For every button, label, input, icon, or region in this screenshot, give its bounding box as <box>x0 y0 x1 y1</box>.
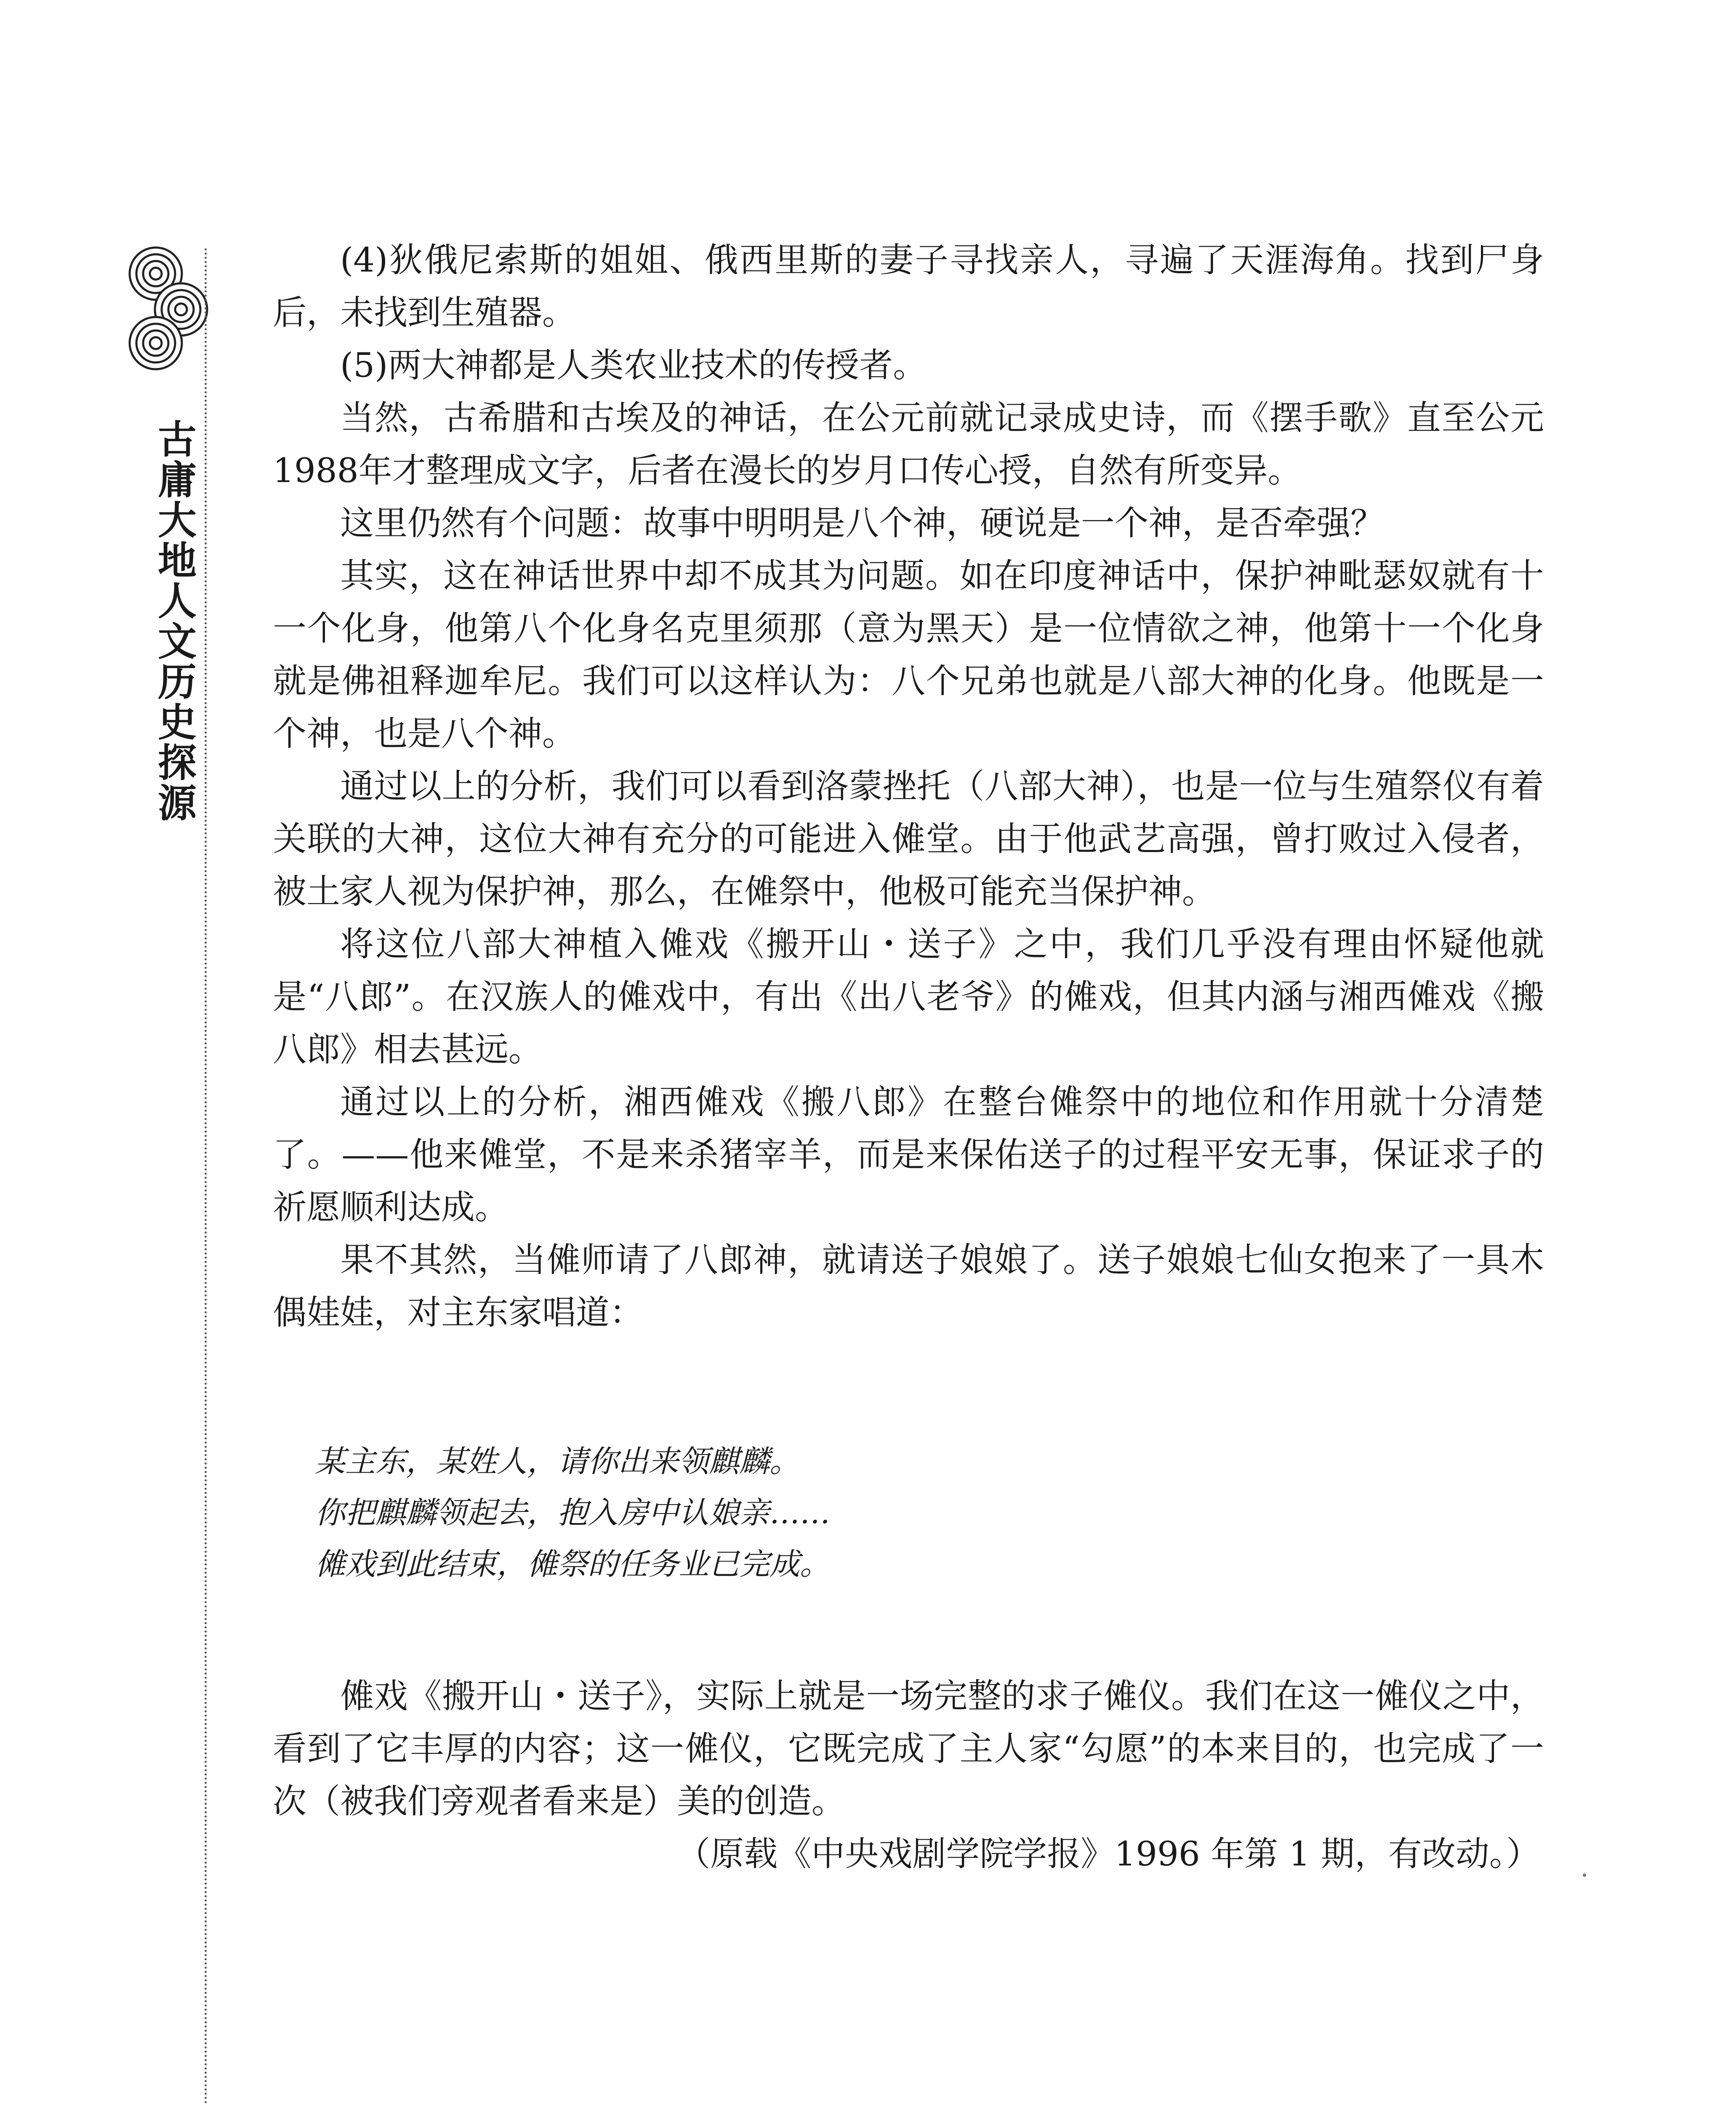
verse-line: 你把麒麟领起去，抱入房中认娘亲…… <box>315 1495 831 1530</box>
scan-speck <box>1583 1873 1586 1877</box>
paragraph-5: 其实，这在神话世界中却不成其为问题。如在印度神话中，保护神毗瑟奴就有十一个化身，他第八个化身名克里须那（意为黑天）是一位情欲之神，他第十一个化身就是佛祖释迦牟尼。我们可以这样认为：八个兄弟也就是八部大神的化身。他既是一个神，也是八个神。 <box>273 556 1544 753</box>
paragraph-9: 果不其然，当傩师请了八郎神，就请送子娘娘了。送子娘娘七仙女抱来了一具木偶娃娃，对主东家唱道： <box>273 1240 1544 1332</box>
sidebar-divider <box>205 248 207 2105</box>
paragraph-6: 通过以上的分析，我们可以看到洛蒙挫托（八部大神），也是一位与生殖祭仪有着关联的大神，这位大神有充分的可能进入傩堂。由于他武艺高强，曾打败过入侵者，被土家人视为保护神，那么，在傩祭中，他极可能充当保护神。 <box>273 767 1544 911</box>
verse-line: 某主东，某姓人，请你出来领麒麟。 <box>315 1444 800 1479</box>
page-body <box>273 234 1544 1880</box>
source-note: （原载《中央戏剧学院学报》1996 年第 1 期，有改动。） <box>676 1834 1540 1873</box>
closing-paragraph: 傩戏《搬开山・送子》，实际上就是一场完整的求子傩仪。我们在这一傩仪之中，看到了它丰厚的内容；这一傩仪，它既完成了主人家“勾愿”的本来目的，也完成了一次（被我们旁观者看来是）美的创造。 <box>273 1676 1544 1821</box>
paragraph-7: 将这位八部大神植入傩戏《搬开山・送子》之中，我们几乎没有理由怀疑他就是“八郎”。在汉族人的傩戏中，有出《出八老爷》的傩戏，但其内涵与湘西傩戏《搬八郎》相去甚远。 <box>273 925 1544 1069</box>
verse-line: 傩戏到此结束，傩祭的任务业已完成。 <box>315 1546 831 1582</box>
series-title: 古庸大地人文历史探源 <box>152 419 197 823</box>
song-verse <box>273 1436 1544 1590</box>
paragraph-2: (5)两大神都是人类农业技术的传授者。 <box>340 346 927 385</box>
paragraph-3: 当然，古希腊和古埃及的神话，在公元前就记录成史诗，而《摆手歌》直至公元1988年才整理成文字，后者在漫长的岁月口传心授，自然有所变异。 <box>273 398 1544 490</box>
paragraph-4: 这里仍然有个问题：故事中明明是八个神，硬说是一个神，是否牵强？ <box>340 504 1384 543</box>
cloud-scroll-icon <box>126 236 210 379</box>
paragraph-1: (4)狄俄尼索斯的姐姐、俄西里斯的妻子寻找亲人，寻遍了天涯海角。找到尸身后，未找到生殖器。 <box>273 240 1544 332</box>
paragraph-8: 通过以上的分析，湘西傩戏《搬八郎》在整台傩祭中的地位和作用就十分清楚了。——他来傩堂，不是来杀猪宰羊，而是来保佑送子的过程平安无事，保证求子的祈愿顺利达成。 <box>273 1082 1544 1227</box>
